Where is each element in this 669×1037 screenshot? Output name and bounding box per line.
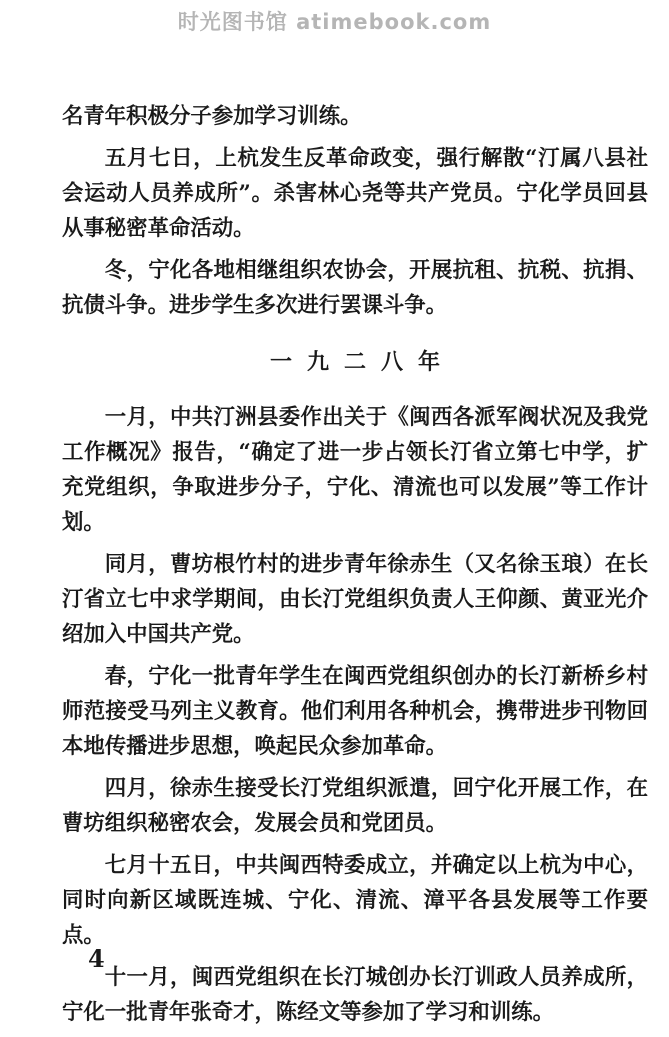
paragraph: 五月七日，上杭发生反革命政变，强行解散“汀属八县社会运动人员养成所”。杀害林心尧等共产党员。宁化学员回县从事秘密革命活动。: [62, 146, 648, 241]
paragraph: 春，宁化一批青年学生在闽西党组织创办的长汀新桥乡村师范接受马列主义教育。他们利用各种机会，携带进步刊物回本地传播进步思想，唤起民众参加革命。: [62, 664, 648, 759]
paragraph: 冬，宁化各地相继组织农协会，开展抗租、抗税、抗捐、抗债斗争。进步学生多次进行罢课斗争。: [62, 258, 648, 318]
paragraph: 四月，徐赤生接受长汀党组织派遣，回宁化开展工作，在曹坊组织秘密农会，发展会员和党团员。: [62, 776, 648, 836]
page-body: [62, 99, 648, 1037]
section-after-heading: [62, 400, 648, 1030]
paragraph: 七月十五日，中共闽西特委成立，并确定以上杭为中心，同时向新区域既连城、宁化、清流、漳平各县发展等工作要点。: [62, 853, 648, 948]
paragraph: 一月，中共汀洲县委作出关于《闽西各派军阀状况及我党工作概况》报告，“确定了进一步占领长汀省立第七中学，扩充党组织，争取进步分子，宁化、清流也可以发展”等工作计划。: [62, 405, 648, 535]
year-heading: 一九二八年: [269, 349, 455, 375]
paragraph: 名青年积极分子参加学习训练。: [62, 104, 362, 129]
watermark: 时光图书馆 atimebook.com: [177, 10, 492, 34]
page-number: 4: [88, 944, 105, 973]
paragraph: 十一月，闽西党组织在长汀城创办长汀训政人员养成所，宁化一批青年张奇才，陈经文等参加了学习和训练。: [62, 965, 648, 1025]
paragraph: 同月，曹坊根竹村的进步青年徐赤生（又名徐玉琅）在长汀省立七中求学期间，由长汀党组织负责人王仰颜、黄亚光介绍加入中国共产党。: [62, 552, 648, 647]
section-before-heading: [62, 99, 648, 323]
